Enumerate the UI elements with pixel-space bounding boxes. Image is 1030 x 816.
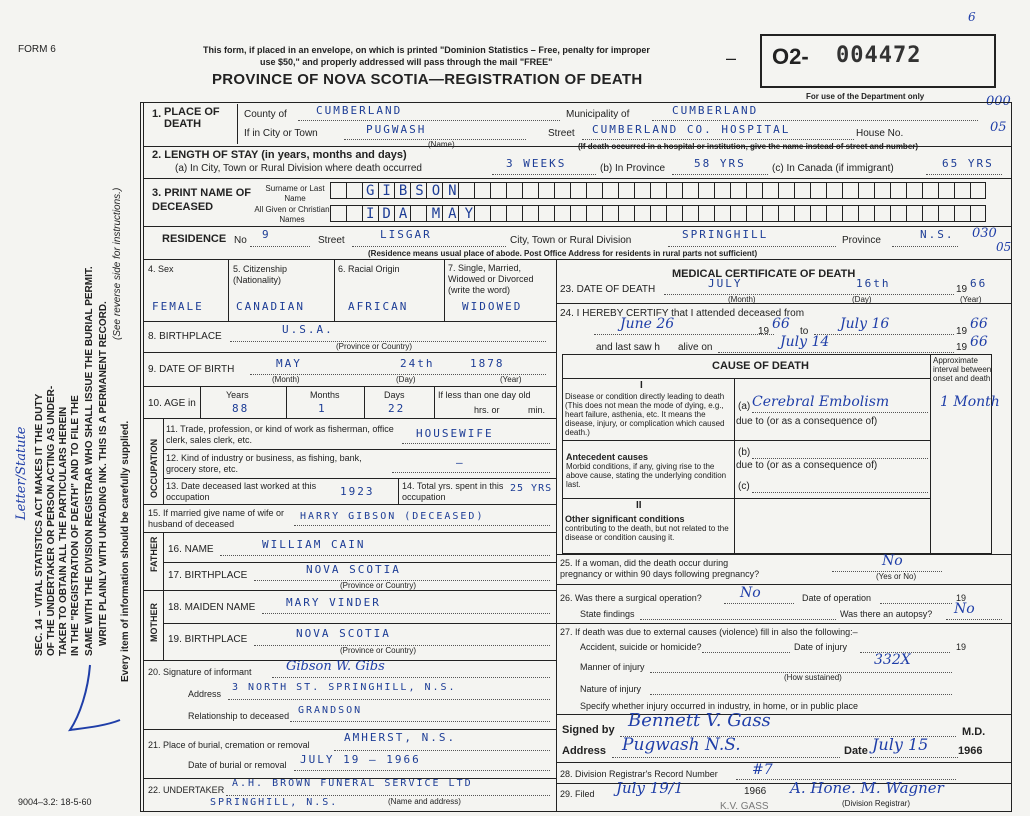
citizenship-value: CANADIAN (236, 300, 305, 313)
registration-prefix: O2- (772, 44, 809, 69)
sex-label: 4. Sex (148, 264, 174, 274)
occupation-section-label: OCCUPATION (149, 438, 159, 498)
how-sustained-hint: (How sustained) (784, 673, 842, 682)
sidebar-annotation: Letter/Statute (14, 426, 29, 520)
md-label: M.D. (962, 726, 986, 738)
house-no-label: House No. (856, 128, 904, 139)
manner-code: 332X (874, 652, 911, 668)
cause-a-interval: 1 Month (940, 394, 1000, 410)
occupation-a13: 1923 (340, 485, 375, 498)
injury-date-label: Date of injury (794, 642, 848, 652)
sidebar-line-7: (See reverse side for instructions.) (112, 187, 123, 340)
residence-street-value: LISGAR (380, 228, 432, 241)
last-saw-year: 66 (970, 334, 988, 350)
death-day: 16th (856, 277, 891, 290)
age-label: 10. AGE in (148, 398, 196, 409)
attended-to: July 16 (840, 316, 890, 332)
surgical-question: 26. Was there a surgical operation? (560, 593, 702, 603)
registrar-signature: A. Hone. M. Wagner (790, 779, 944, 797)
residence-label: RESIDENCE (162, 233, 227, 245)
father-birthplace-label: 17. BIRTHPLACE (168, 570, 248, 581)
physician-address-label: Address (562, 745, 607, 757)
burial-date-value: JULY 19 – 1966 (300, 753, 421, 766)
surgical-answer: No (740, 585, 761, 601)
last-saw-label: and last saw h (596, 342, 660, 353)
sidebar-line-5: SAME WITH THE DIVISION REGISTRAR WHO SHALL ISSUE THE BURIAL PERMIT. (84, 266, 95, 656)
birthplace-label: 8. BIRTHPLACE (148, 331, 222, 342)
stay-a-label: (a) In City, Town or Rural Division where death occurred (175, 163, 422, 174)
father-name-label: 16. NAME (168, 544, 214, 555)
sidebar-line-2: OF THE UNDERTAKER OR PERSON ACTING AS UNDER- (46, 385, 57, 656)
age-months: 1 (318, 402, 327, 415)
mother-name-label: 18. MAIDEN NAME (168, 602, 256, 613)
father-birthplace-hint: (Province or Country) (340, 581, 417, 590)
cause-part-ii: II (636, 500, 642, 511)
to-year-prefix: 19 (956, 326, 968, 337)
alive-on-label: alive on (678, 342, 713, 353)
length-of-stay-label: 2. LENGTH OF STAY (in years, months and days) (152, 149, 407, 161)
physician-signature: Bennett V. Gass (628, 710, 771, 731)
residence-province-label: Province (842, 235, 881, 246)
mother-birthplace-value: NOVA SCOTIA (296, 627, 391, 640)
dob-label: 9. DATE OF BIRTH (148, 364, 235, 375)
death-day-hint: (Day) (852, 295, 872, 304)
marital-status-value: WIDOWED (462, 300, 523, 313)
dob-month-hint: (Month) (272, 375, 300, 384)
filed-year: 1966 (744, 786, 767, 797)
cause-of-death-title: CAUSE OF DEATH (712, 360, 809, 372)
relationship-label: Relationship to deceased (188, 711, 290, 721)
municipality-value: CUMBERLAND (672, 104, 759, 117)
death-year-prefix: 19 (956, 284, 968, 295)
mother-section-label: MOTHER (149, 603, 159, 642)
county-label: County of (244, 109, 287, 120)
stay-b-value: 58 YRS (694, 157, 746, 170)
kv-gass-note: K.V. GASS (720, 801, 769, 812)
cause-b-prefix: (b) (738, 447, 751, 458)
age-years: 88 (232, 402, 250, 415)
undertaker-hint: (Name and address) (388, 797, 461, 806)
occupation-q11: 11. Trade, profession, or kind of work as fisherman, office clerk, sales clerk, etc. (166, 424, 394, 445)
accident-label: Accident, suicide or homicide? (580, 642, 702, 652)
informant-address: 3 NORTH ST. SPRINGHILL, N.S. (232, 682, 457, 693)
to-year: 66 (970, 316, 988, 332)
record-number: #7 (752, 762, 773, 778)
dob-day: 24th (400, 357, 435, 370)
relationship-value: GRANDSON (298, 705, 363, 716)
physician-address: Pugwash N.S. (622, 735, 741, 755)
yes-no-hint: (Yes or No) (876, 572, 917, 581)
informant-signature: Gibson W. Gibs (286, 659, 385, 674)
record-number-label: 28. Division Registrar's Record Number (560, 769, 718, 779)
father-section-label: FATHER (149, 536, 159, 572)
operation-date-label: Date of operation (802, 593, 872, 603)
age-days-label: Days (384, 390, 405, 400)
due-to-label-1: due to (or as a consequence of) (736, 416, 878, 427)
informant-signature-label: 20. Signature of informant (148, 667, 252, 677)
citizenship-label: 5. Citizenship (Nationality) (233, 264, 288, 285)
nature-label: Nature of injury (580, 684, 642, 694)
from-year-prefix: 19 (758, 326, 770, 337)
residence-code-2: 05 (996, 240, 1012, 254)
given-names-value: IDA MAY (366, 206, 482, 222)
age-min-label: min. (528, 405, 546, 415)
occupation-a11: HOUSEWIFE (416, 427, 494, 440)
filed-date: July 19/1 (616, 779, 684, 797)
injury-year-prefix: 19 (956, 642, 967, 652)
undertaker-value: A.H. BROWN FUNERAL SERVICE LTD (232, 778, 473, 789)
cause-a-prefix: (a) (738, 401, 751, 412)
disease-label: Disease or condition directly leading to death (This does not mean the mode of dying, e.g., heart failure, asthenia, etc. It means the disease, injury, or complication which caused death.) (565, 392, 725, 437)
city-name-hint: (Name) (428, 140, 455, 149)
surname-value: GIBSON (366, 183, 465, 199)
form-title: PROVINCE OF NOVA SCOTIA—REGISTRATION OF DEATH (212, 71, 643, 88)
last-saw-year-prefix: 19 (956, 342, 968, 353)
given-names-label: All Given or Christian Names (254, 205, 330, 224)
autopsy-answer: No (954, 601, 975, 617)
undertaker-value-2: SPRINGHILL, N.S. (210, 797, 339, 808)
sidebar-line-8: Every item of information should be carefully supplied. (120, 420, 131, 682)
antecedent-text: Morbid conditions, if any, giving rise to the above cause, stating the underlying condition last. (566, 462, 727, 489)
residence-province-value: N.S. (920, 228, 955, 241)
age-less-than-day-label: If less than one day old (438, 390, 531, 400)
sex-value: FEMALE (152, 300, 204, 313)
death-month: JULY (708, 277, 743, 290)
sidebar-line-3: TAKER TO OBTAIN ALL THE PARTICULARS HEREIN (58, 406, 69, 656)
marital-status-label: 7. Single, Married, Widowed or Divorced (write the word) (448, 263, 534, 295)
dash-mark: – (726, 48, 737, 68)
cause-c-prefix: (c) (738, 481, 750, 492)
state-findings-label: State findings (580, 609, 635, 619)
department-code-2: 05 (990, 120, 1007, 135)
operation-year-prefix: 19 (956, 593, 967, 603)
dob-month: MAY (276, 357, 302, 370)
undertaker-label: 22. UNDERTAKER (148, 785, 225, 795)
spouse-value: HARRY GIBSON (DECEASED) (300, 511, 485, 522)
burial-place-label: 21. Place of burial, cremation or removal (148, 740, 310, 750)
occupation-q14: 14. Total yrs. spent in this occupation (402, 481, 504, 502)
other-conditions-label: Other significant conditions (565, 514, 685, 524)
death-year-hint: (Year) (960, 295, 982, 304)
death-month-hint: (Month) (728, 295, 756, 304)
manner-label: Manner of injury (580, 662, 645, 672)
residence-no-value: 9 (262, 228, 271, 241)
certificate-date: July 15 (872, 735, 929, 754)
stay-c-value: 65 YRS (942, 157, 994, 170)
other-conditions-text: contributing to the death, but not related to the disease or condition causing it. (565, 524, 729, 542)
print-name-label: 3. PRINT NAME OF DECEASED (152, 187, 252, 213)
occupation-q13: 13. Date deceased last worked at this occupation (166, 481, 317, 502)
dob-year: 1878 (470, 357, 505, 370)
from-year: 66 (772, 316, 790, 332)
street-value: CUMBERLAND CO. HOSPITAL (592, 123, 791, 136)
last-saw-date: July 14 (780, 334, 830, 350)
specify-label: Specify whether injury occurred in industry, in home, or in public place (580, 701, 858, 711)
birthplace-hint: (Province or Country) (336, 342, 413, 351)
cause-part-i: I (640, 380, 643, 391)
street-label: Street (548, 128, 575, 139)
registrar-label: (Division Registrar) (842, 799, 911, 808)
father-name-value: WILLIAM CAIN (262, 538, 366, 551)
city-value: PUGWASH (366, 123, 427, 136)
occupation-a12: – (456, 456, 465, 469)
dob-day-hint: (Day) (396, 375, 416, 384)
occupation-q12: 12. Kind of industry or business, as fishing, bank, grocery store, etc. (166, 453, 362, 474)
date-of-death-label: 23. DATE OF DEATH (560, 284, 656, 295)
department-code-1: 000 (986, 94, 1011, 109)
place-of-death-label: PLACE OF DEATH (164, 106, 220, 130)
certificate-date-label: Date (844, 745, 868, 757)
residence-no-label: No (234, 235, 247, 246)
pregnancy-answer: No (882, 553, 903, 569)
stay-c-label: (c) In Canada (if immigrant) (772, 163, 894, 174)
external-causes-question: 27. If death was due to external causes (violence) fill in also the following:– (560, 627, 858, 637)
interval-label: Approximate interval between onset and death (933, 356, 992, 383)
attended-from: June 26 (620, 316, 675, 332)
certify-label: 24. I HEREBY CERTIFY that I attended deceased from (560, 308, 805, 319)
form-code: 9004–3.2: 18-5-60 (18, 797, 92, 807)
racial-origin-label: 6. Racial Origin (338, 264, 400, 274)
burial-place-value: AMHERST, N.S. (344, 731, 457, 744)
informant-address-label: Address (188, 689, 222, 699)
stay-b-label: (b) In Province (600, 163, 666, 174)
notice-line-1: This form, if placed in an envelope, on which is printed "Dominion Statistics – Free, penalty for improper (203, 45, 650, 55)
residence-note: (Residence means usual place of abode. Post Office Address for residents in rural parts not sufficient) (368, 249, 758, 258)
age-years-label: Years (226, 390, 249, 400)
burial-date-label: Date of burial or removal (188, 760, 287, 770)
due-to-label-2: due to (or as a consequence of) (736, 460, 878, 471)
pregnancy-question: 25. If a woman, did the death occur during pregnancy or within 90 days following pregnancy? (560, 558, 760, 579)
mother-birthplace-hint: (Province or Country) (340, 646, 417, 655)
city-label: If in City or Town (244, 128, 318, 139)
racial-origin-value: AFRICAN (348, 300, 409, 313)
residence-city-label: City, Town or Rural Division (510, 235, 632, 246)
sidebar-line-1: SEC. 14 – VITAL STATISTICS ACT MAKES IT THE DUTY (34, 393, 45, 656)
antecedent-label: Antecedent causes (566, 452, 649, 462)
notice-line-2: use $50," and properly addressed will pass through the mail "FREE" (260, 57, 553, 67)
father-birthplace-value: NOVA SCOTIA (306, 563, 401, 576)
surname-label: Surname or Last Name (265, 184, 325, 203)
mother-name-value: MARY VINDER (286, 596, 381, 609)
sidebar-line-4: IN THE "REGISTRATION OF DEATH" AND TO FILE THE (70, 395, 81, 656)
signed-by-label: Signed by (562, 724, 615, 736)
hospital-note: (If death occurred in a hospital or institution, give the name instead of street and number) (578, 142, 919, 151)
cause-a-value: Cerebral Embolism (752, 394, 890, 410)
department-note: For use of the Department only (806, 92, 925, 101)
occupation-a14: 25 YRS (510, 483, 553, 494)
age-months-label: Months (310, 390, 340, 400)
death-year: 66 (970, 277, 988, 290)
stay-a-value: 3 WEEKS (506, 157, 567, 170)
birthplace-value: U.S.A. (282, 323, 334, 336)
filed-label: 29. Filed (560, 789, 595, 799)
place-of-death-num: 1. (152, 108, 162, 120)
autopsy-label: Was there an autopsy? (840, 609, 933, 619)
sidebar-line-6: WRITE PLAINLY WITH UNFADING INK. THIS IS A PERMANENT RECORD. (98, 301, 109, 646)
spouse-label: 15. If married give name of wife or husband of deceased (148, 508, 285, 529)
dob-year-hint: (Year) (500, 375, 522, 384)
medical-certificate-title: MEDICAL CERTIFICATE OF DEATH (672, 268, 856, 280)
residence-code: 030 (972, 226, 997, 241)
to-label: to (800, 326, 809, 337)
form-number: FORM 6 (18, 44, 56, 55)
county-value: CUMBERLAND (316, 104, 403, 117)
municipality-label: Municipality of (566, 109, 630, 120)
registration-number: 004472 (836, 43, 922, 68)
certificate-year: 1966 (958, 745, 983, 757)
corner-mark: 6 (968, 10, 976, 24)
age-days: 22 (388, 402, 406, 415)
age-hrs-label: hrs. or (474, 405, 500, 415)
pen-mark-icon (50, 660, 130, 740)
residence-street-label: Street (318, 235, 345, 246)
residence-city-value: SPRINGHILL (682, 228, 769, 241)
mother-birthplace-label: 19. BIRTHPLACE (168, 634, 248, 645)
